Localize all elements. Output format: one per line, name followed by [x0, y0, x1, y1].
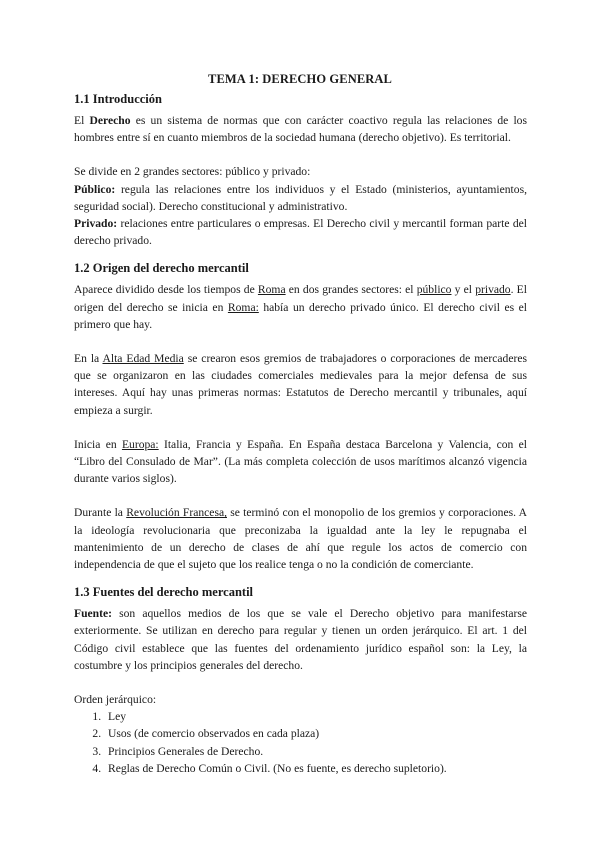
paragraph-edad-media: En la Alta Edad Media se crearon esos gremios de trabajadores o corporaciones de mercaderes que se organizaron en las ciudades comerciales medievales para la mejor defensa de sus intereses. Aquí hay unas primeras normas: Estatutos de Derecho mercantil y tribunales, aquí empieza a surgir. — [74, 352, 527, 417]
paragraph-privado: Privado: relaciones entre particulares o empresas. El Derecho civil y mercantil forman parte del derecho privado. — [74, 217, 527, 248]
document-body — [74, 90, 527, 777]
hierarchy-list — [74, 708, 527, 777]
paragraph-derecho-definicion: El Derecho es un sistema de normas que con carácter coactivo regula las relaciones de los hombres entre sí en cuanto miembros de la sociedad humana (derecho objetivo). Es territorial. — [74, 114, 527, 145]
list-label: Orden jerárquico: — [74, 693, 157, 707]
list-item: 2. Usos (de comercio observados en cada plaza) — [104, 725, 527, 742]
document-title: TEMA 1: DERECHO GENERAL — [208, 72, 392, 86]
section-heading-origen: 1.2 Origen del derecho mercantil — [74, 261, 249, 276]
paragraph-publico: Público: regula las relaciones entre los individuos y el Estado (ministerios, ayuntamientos, seguridad social). Derecho constitucional y administrativo. — [74, 182, 527, 213]
paragraph-europa: Inicia en Europa: Italia, Francia y España. En España destaca Barcelona y Valencia, con el “Libro del Consulado de Mar”. (La más completa colección de usos marítimos alcanzó vigencia durante varios siglos). — [74, 437, 527, 486]
section-heading-introduccion: 1.1 Introducción — [74, 92, 162, 106]
paragraph-revolucion-francesa: Durante la Revolución Francesa, se terminó con el monopolio de los gremios y corporaciones. A la ideología revolucionaria que preconizaba la igualdad ante la ley le repugnaba el mantenimiento de un derecho de clases de ahí que regule los actos de comercio con independencia de que el sujeto que los realice tenga o no la condición de comerciante. — [74, 506, 527, 572]
list-item: 3. Principios Generales de Derecho. — [104, 743, 527, 760]
paragraph-origen-roma: Aparece dividido desde los tiempos de Roma en dos grandes sectores: el público y el privado. El origen del derecho se inicia en Roma: había un derecho privado único. El derecho civil es el primero que hay. — [74, 283, 527, 331]
list-item: 1. Ley — [104, 708, 527, 725]
paragraph-sectores: Se divide en 2 grandes sectores: público y privado: — [74, 165, 311, 179]
section-heading-fuentes: 1.3 Fuentes del derecho mercantil — [74, 585, 254, 600]
paragraph-fuente: Fuente: son aquellos medios de los que se vale el Derecho objetivo para manifestarse exteriormente. Se utilizan en derecho para regular y tienen un orden jerárquico. El art. 1 del Código civil establece que las fuentes del ordenamiento jurídico español son: la Ley, la costumbre y los principios generales del derecho. — [74, 607, 527, 672]
list-item: 4. Reglas de Derecho Común o Civil. (No es fuente, es derecho supletorio). — [104, 760, 527, 777]
